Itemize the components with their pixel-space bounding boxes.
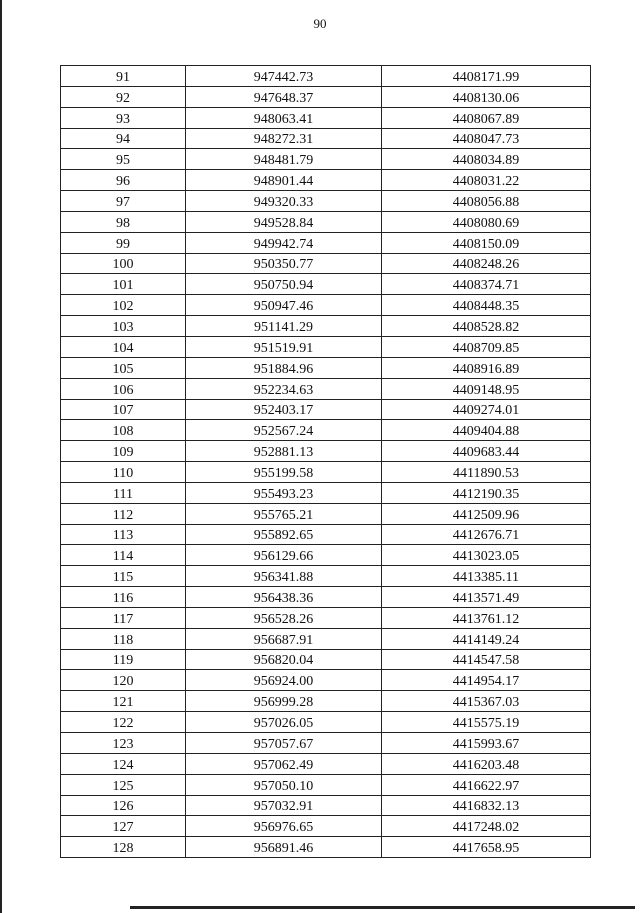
table-row [61,86,591,107]
table-row [61,149,591,170]
cell-text: 955199.58 [253,465,314,481]
cell-text: 956438.36 [253,590,314,606]
x-coordinate-cell [186,649,382,670]
cell-text: 951884.96 [253,361,314,377]
y-coordinate-cell [382,607,591,628]
cell-text: 4415993.67 [452,736,520,752]
point-number-cell [61,274,186,295]
cell-text: 952234.63 [253,382,314,398]
cell-text: 4409274.01 [452,403,520,419]
point-number-cell [61,628,186,649]
x-coordinate-cell [186,753,382,774]
table-row [61,670,591,691]
cell-text: 957050.10 [253,778,314,794]
point-number-cell [61,462,186,483]
x-coordinate-cell [186,232,382,253]
table-row [61,128,591,149]
cell-text: 956891.46 [253,841,314,857]
cell-text: 947648.37 [253,90,314,106]
cell-text: 952403.17 [253,403,314,419]
table-row [61,628,591,649]
cell-text: 113 [112,528,134,544]
cell-text: 100 [112,257,134,273]
page-number: 90 [313,16,327,31]
point-number-cell [61,795,186,816]
y-coordinate-cell [382,128,591,149]
cell-text: 957057.67 [253,736,314,752]
table-row [61,211,591,232]
y-coordinate-cell [382,753,591,774]
table-row [61,482,591,503]
point-number-cell [61,420,186,441]
x-coordinate-cell [186,566,382,587]
cell-text: 116 [112,590,134,606]
cell-text: 955493.23 [253,486,314,502]
coordinates-table [60,65,591,858]
point-number-cell [61,649,186,670]
y-coordinate-cell [382,378,591,399]
cell-text: 950750.94 [253,278,314,294]
point-number-cell [61,253,186,274]
cell-text: 108 [112,424,134,440]
x-coordinate-cell [186,149,382,170]
table-row [61,566,591,587]
cell-text: 4416203.48 [452,757,520,773]
y-coordinate-cell [382,691,591,712]
point-number-cell [61,191,186,212]
cell-text: 4408034.89 [452,153,520,169]
x-coordinate-cell [186,211,382,232]
point-number-cell [61,107,186,128]
point-number-cell [61,691,186,712]
cell-text: 949320.33 [253,194,314,210]
table-row [61,795,591,816]
cell-text: 117 [112,611,134,627]
x-coordinate-cell [186,691,382,712]
y-coordinate-cell [382,649,591,670]
cell-text: 956687.91 [253,632,314,648]
y-coordinate-cell [382,253,591,274]
y-coordinate-cell [382,712,591,733]
point-number-cell [61,149,186,170]
cell-text: 98 [116,215,130,231]
point-number-cell [61,587,186,608]
y-coordinate-cell [382,295,591,316]
x-coordinate-cell [186,295,382,316]
cell-text: 955892.65 [253,528,314,544]
point-number-cell [61,545,186,566]
cell-text: 4414547.58 [452,653,520,669]
y-coordinate-cell [382,566,591,587]
cell-text: 957026.05 [253,716,314,731]
cell-text: 4408067.89 [452,111,520,127]
table-row [61,191,591,212]
y-coordinate-cell [382,795,591,816]
point-number-cell [61,524,186,545]
cell-text: 956129.66 [253,549,314,565]
point-number-cell [61,128,186,149]
x-coordinate-cell [186,128,382,149]
x-coordinate-cell [186,816,382,837]
y-coordinate-cell [382,587,591,608]
table-row [61,295,591,316]
table-row [61,733,591,754]
y-coordinate-cell [382,441,591,462]
cell-text: 114 [112,549,134,565]
cell-text: 4413571.49 [452,590,520,606]
point-number-cell [61,503,186,524]
y-coordinate-cell [382,545,591,566]
y-coordinate-cell [382,211,591,232]
cell-text: 4408528.82 [452,319,520,335]
cell-text: 126 [112,799,134,815]
cell-text: 956341.88 [253,570,314,586]
point-number-cell [61,336,186,357]
cell-text: 4408171.99 [452,69,520,85]
cell-text: 4409148.95 [452,382,520,398]
point-number-cell [61,837,186,858]
cell-text: 125 [112,778,134,794]
cell-text: 4409683.44 [452,445,520,461]
cell-text: 4417248.02 [452,820,520,836]
cell-text: 948481.79 [253,153,314,169]
cell-text: 4408130.06 [452,90,520,106]
cell-text: 952881.13 [253,445,314,461]
x-coordinate-cell [186,837,382,858]
y-coordinate-cell [382,357,591,378]
cell-text: 4414954.17 [452,674,520,690]
cell-text: 103 [112,319,134,335]
cell-text: 4408709.85 [452,340,520,356]
table-row [61,503,591,524]
x-coordinate-cell [186,336,382,357]
x-coordinate-cell [186,66,382,87]
y-coordinate-cell [382,503,591,524]
y-coordinate-cell [382,170,591,191]
point-number-cell [61,441,186,462]
cell-text: 951519.91 [253,340,314,356]
table-row [61,816,591,837]
point-number-cell [61,774,186,795]
cell-text: 4408916.89 [452,361,520,377]
point-number-cell [61,295,186,316]
point-number-cell [61,399,186,420]
x-coordinate-cell [186,545,382,566]
x-coordinate-cell [186,712,382,733]
cell-text: 957032.91 [253,799,314,815]
table-row [61,607,591,628]
x-coordinate-cell [186,607,382,628]
table-row [61,253,591,274]
cell-text: 4413023.05 [452,549,520,565]
cell-text: 956924.00 [253,674,314,690]
cell-text: 123 [112,736,134,752]
y-coordinate-cell [382,482,591,503]
table-row [61,420,591,441]
scan-left-edge [0,0,2,913]
cell-text: 124 [112,757,134,773]
cell-text: 92 [116,90,130,106]
cell-text: 4409404.88 [452,424,520,440]
x-coordinate-cell [186,482,382,503]
cell-text: 4412509.96 [452,507,520,523]
cell-text: 4414149.24 [452,632,520,648]
cell-text: 4413761.12 [452,611,520,627]
cell-text: 128 [112,841,134,857]
x-coordinate-cell [186,316,382,337]
cell-text: 94 [116,132,130,148]
cell-text: 952567.24 [253,424,314,440]
cell-text: 93 [116,111,130,127]
y-coordinate-cell [382,670,591,691]
cell-text: 118 [112,632,134,648]
point-number-cell [61,607,186,628]
table-row [61,545,591,566]
y-coordinate-cell [382,149,591,170]
cell-text: 4412190.35 [452,486,520,502]
cell-text: 951141.29 [254,319,313,335]
table-row [61,774,591,795]
cell-text: 947442.73 [253,69,314,85]
x-coordinate-cell [186,274,382,295]
cell-text: 4416622.97 [452,778,520,794]
y-coordinate-cell [382,462,591,483]
cell-text: 4408448.35 [452,299,520,315]
cell-text: 4412676.71 [452,528,520,544]
x-coordinate-cell [186,524,382,545]
cell-text: 4408374.71 [452,278,520,294]
x-coordinate-cell [186,378,382,399]
table-row [61,691,591,712]
point-number-cell [61,378,186,399]
y-coordinate-cell [382,733,591,754]
table-row [61,170,591,191]
table-row [61,336,591,357]
cell-text: 112 [112,507,134,523]
cell-text: 948272.31 [253,132,314,148]
cell-text: 949528.84 [253,215,314,231]
y-coordinate-cell [382,837,591,858]
point-number-cell [61,232,186,253]
cell-text: 95 [116,153,130,169]
cell-text: 4417658.95 [452,841,520,857]
y-coordinate-cell [382,316,591,337]
x-coordinate-cell [186,441,382,462]
y-coordinate-cell [382,107,591,128]
point-number-cell [61,712,186,733]
y-coordinate-cell [382,399,591,420]
x-coordinate-cell [186,253,382,274]
point-number-cell [61,170,186,191]
cell-text: 96 [116,174,130,190]
cell-text: 120 [112,674,134,690]
point-number-cell [61,482,186,503]
cell-text: 4408248.26 [452,257,520,273]
cell-text: 4408056.88 [452,194,520,210]
cell-text: 955765.21 [253,507,314,523]
table-row [61,649,591,670]
point-number-cell [61,816,186,837]
cell-text: 949942.74 [253,236,314,252]
point-number-cell [61,211,186,232]
table-row [61,524,591,545]
cell-text: 107 [112,403,134,419]
y-coordinate-cell [382,232,591,253]
cell-text: 957062.49 [253,757,314,773]
x-coordinate-cell [186,357,382,378]
cell-text: 104 [112,340,134,356]
cell-text: 950350.77 [253,257,314,273]
x-coordinate-cell [186,774,382,795]
x-coordinate-cell [186,628,382,649]
table-row [61,837,591,858]
y-coordinate-cell [382,66,591,87]
point-number-cell [61,670,186,691]
cell-text: 956999.28 [253,695,314,711]
cell-text: 4408031.22 [452,174,520,190]
cell-text: 950947.46 [253,299,314,315]
cell-text: 4415575.19 [452,716,520,731]
table-row [61,441,591,462]
table-row [61,357,591,378]
y-coordinate-cell [382,774,591,795]
table-row [61,378,591,399]
cell-text: 115 [112,570,134,586]
x-coordinate-cell [186,191,382,212]
table-row [61,316,591,337]
point-number-cell [61,66,186,87]
table-row [61,753,591,774]
cell-text: 91 [116,69,130,85]
x-coordinate-cell [186,86,382,107]
cell-text: 4413385.11 [453,570,519,586]
cell-text: 4408080.69 [452,215,520,231]
y-coordinate-cell [382,420,591,441]
cell-text: 4415367.03 [452,695,520,711]
cell-text: 948063.41 [253,111,314,127]
cell-text: 109 [112,445,134,461]
cell-text: 119 [112,653,134,669]
point-number-cell [61,86,186,107]
table-row [61,462,591,483]
y-coordinate-cell [382,524,591,545]
coordinates-table-body [61,66,591,858]
point-number-cell [61,753,186,774]
point-number-cell [61,357,186,378]
cell-text: 4416832.13 [452,799,520,815]
table-row [61,587,591,608]
x-coordinate-cell [186,399,382,420]
x-coordinate-cell [186,587,382,608]
x-coordinate-cell [186,733,382,754]
cell-text: 97 [116,194,130,210]
cell-text: 948901.44 [253,174,314,190]
cell-text: 956528.26 [253,611,314,627]
cell-text: 102 [112,299,134,315]
cell-text: 127 [112,820,134,836]
y-coordinate-cell [382,336,591,357]
x-coordinate-cell [186,170,382,191]
x-coordinate-cell [186,670,382,691]
cell-text: 105 [112,361,134,377]
point-number-cell [61,733,186,754]
y-coordinate-cell [382,628,591,649]
x-coordinate-cell [186,795,382,816]
cell-text: 4408150.09 [452,236,520,252]
cell-text: 4411890.53 [453,465,519,481]
cell-text: 106 [112,382,134,398]
cell-text: 101 [112,278,134,294]
table-row [61,107,591,128]
point-number-cell [61,316,186,337]
table-row [61,274,591,295]
cell-text: 111 [113,486,133,502]
y-coordinate-cell [382,191,591,212]
cell-text: 99 [116,236,130,252]
cell-text: 956976.65 [253,820,314,836]
x-coordinate-cell [186,420,382,441]
y-coordinate-cell [382,274,591,295]
table-row [61,712,591,733]
cell-text: 110 [112,465,134,481]
cell-text: 121 [112,695,134,711]
table-row [61,399,591,420]
x-coordinate-cell [186,503,382,524]
x-coordinate-cell [186,462,382,483]
table-row [61,66,591,87]
cell-text: 956820.04 [253,653,314,669]
y-coordinate-cell [382,86,591,107]
cell-text: 122 [112,716,134,731]
scan-bottom-edge [130,906,635,909]
cell-text: 4408047.73 [452,132,520,148]
table-row [61,232,591,253]
point-number-cell [61,566,186,587]
x-coordinate-cell [186,107,382,128]
y-coordinate-cell [382,816,591,837]
